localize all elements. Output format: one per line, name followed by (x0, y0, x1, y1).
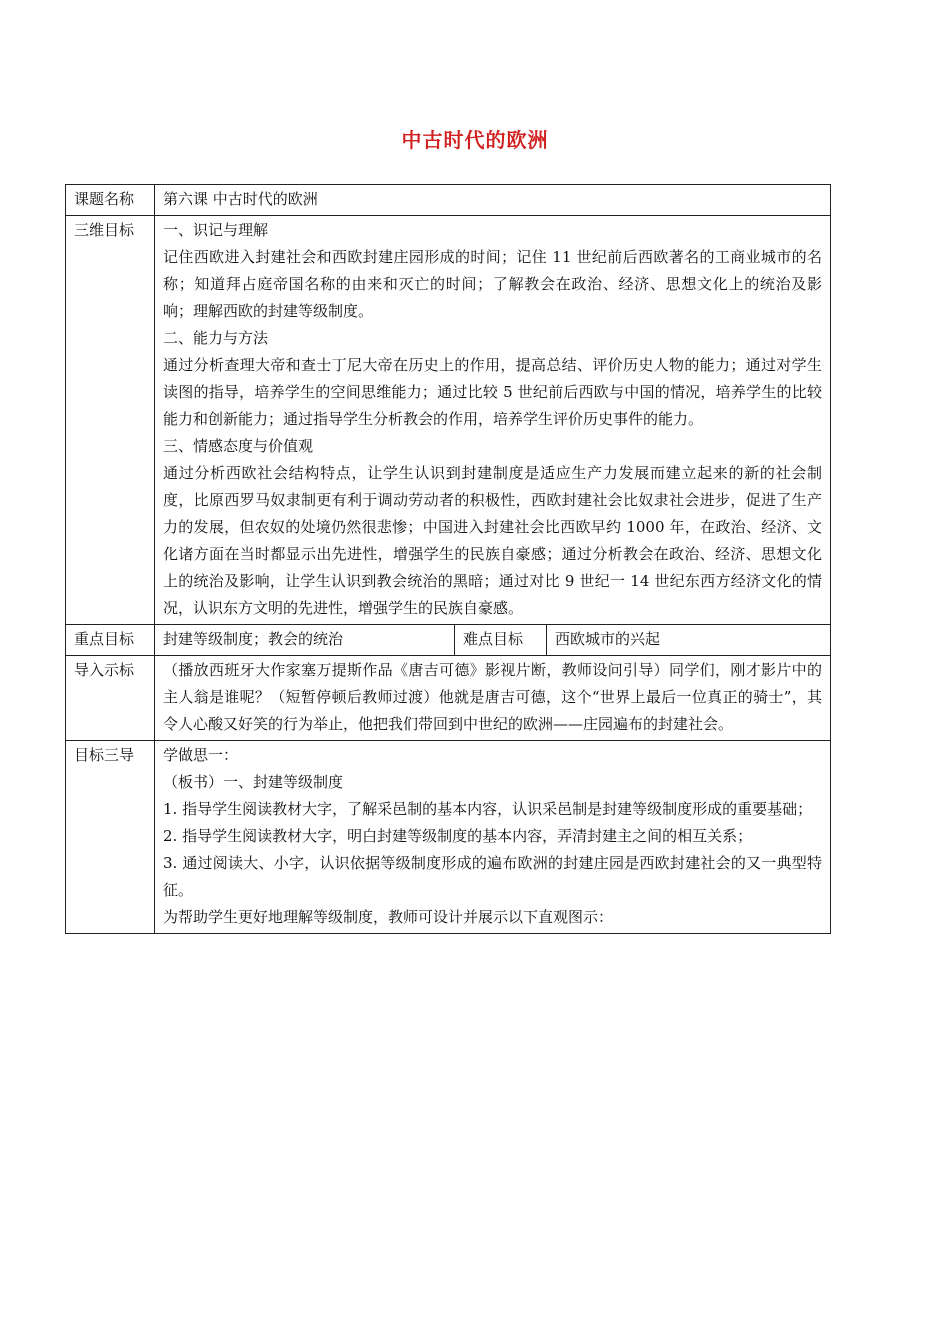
paragraph: 记住西欧进入封建社会和西欧封建庄园形成的时间；记住 11 世纪前后西欧著名的工商业城市的名称；知道拜占庭帝国名称的由来和灭亡的时间；了解教会在政治、经济、思想文化上的统治及影响；理解西欧的封建等级制度。 (163, 248, 823, 320)
paragraph: 为帮助学生更好地理解等级制度，教师可设计并展示以下直观图示： (163, 908, 614, 926)
table-row (66, 741, 831, 934)
page-title: 中古时代的欧洲 (401, 128, 549, 152)
section-heading: 三、情感态度与价值观 (163, 437, 314, 455)
paragraph: 学做思一： (163, 746, 239, 764)
row-label: 三维目标 (66, 216, 155, 625)
table-row (66, 216, 831, 625)
row-content: 西欧城市的兴起 (547, 625, 831, 656)
row-content (155, 741, 831, 934)
section-heading: 一、识记与理解 (163, 221, 269, 239)
paragraph: 通过分析查理大帝和查士丁尼大帝在历史上的作用，提高总结、评价历史人物的能力；通过对学生读图的指导，培养学生的空间思维能力；通过比较 5 世纪前后西欧与中国的情况，培养学生的比较能力和创新能力；通过指导学生分析教会的作用，培养学生评价历史事件的能力。 (163, 356, 823, 428)
paragraph: （播放西班牙大作家塞万提斯作品《唐吉可德》影视片断，教师设问引导）同学们，刚才影片中的主人翁是谁呢？（短暂停顿后教师过渡）他就是唐吉可德，这个“世界上最后一位真正的骑士”，其令人心酸又好笑的行为举止，他把我们带回到中世纪的欧洲——庄园遍布的封建社会。 (163, 661, 823, 733)
row-content: 封建等级制度；教会的统治 (155, 625, 455, 656)
paragraph: 1. 指导学生阅读教材大字，了解采邑制的基本内容，认识采邑制是封建等级制度形成的重要基础； (163, 800, 813, 818)
row-content: 第六课 中古时代的欧洲 (155, 185, 831, 216)
paragraph: （板书）一、封建等级制度 (163, 773, 344, 791)
lesson-plan-table (65, 184, 831, 934)
row-label: 课题名称 (66, 185, 155, 216)
row-label: 导入示标 (66, 656, 155, 741)
row-label: 目标三导 (66, 741, 155, 934)
row-label: 难点目标 (455, 625, 547, 656)
row-label: 重点目标 (66, 625, 155, 656)
paragraph: 通过分析西欧社会结构特点，让学生认识到封建制度是适应生产力发展而建立起来的新的社会制度，比原西罗马奴隶制更有利于调动劳动者的积极性，西欧封建社会比奴隶社会进步，促进了生产力的发展，但农奴的处境仍然很悲惨；中国进入封建社会比西欧早约 1000 年，在政治、经济、文化诸方面在当时都显示出先进性，增强学生的民族自豪感；通过分析教会在政治、经济、思想文化上的统治及影响，让学生认识到教会统治的黑暗；通过对比 9 世纪一 14 世纪东西方经济文化的情况，认识东方文明的先进性，增强学生的民族自豪感。 (163, 464, 823, 617)
row-content (155, 216, 831, 625)
paragraph: 3. 通过阅读大、小字，认识依据等级制度形成的遍布欧洲的封建庄园是西欧封建社会的又一典型特征。 (163, 854, 823, 899)
table-row (66, 185, 831, 216)
paragraph: 2. 指导学生阅读教材大字，明白封建等级制度的基本内容，弄清封建主之间的相互关系； (163, 827, 753, 845)
table-row (66, 656, 831, 741)
row-content (155, 656, 831, 741)
section-heading: 二、能力与方法 (163, 329, 269, 347)
table-row (66, 625, 831, 656)
